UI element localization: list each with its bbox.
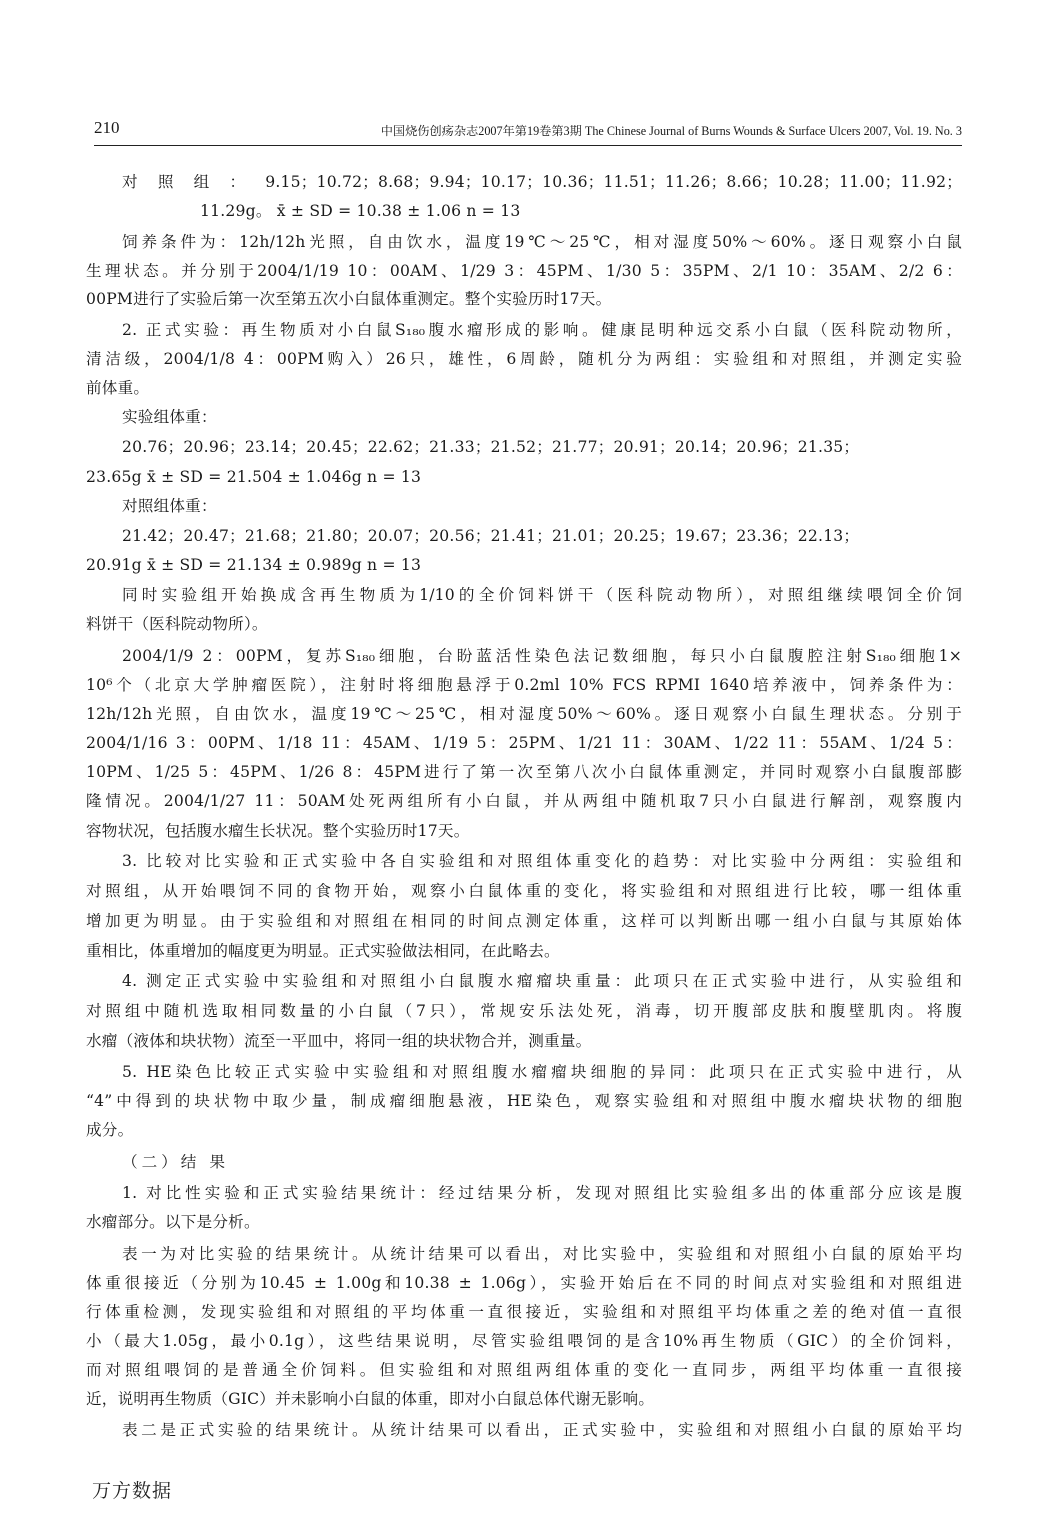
text-line: “4”中得到的块状物中取少量，制成瘤细胞悬液，HE染色，观察实验组和对照组中腹水瘤块状物的细胞	[86, 1092, 962, 1110]
text-line: 对照组，从开始喂饲不同的食物开始，观察小白鼠体重的变化，将实验组和对照组进行比较，哪一组体重	[86, 882, 962, 900]
text-line: 对照组体重：	[122, 497, 217, 515]
text-line: 3. 比较对比实验和正式实验中各自实验组和对照组体重变化的趋势：对比实验中分两组：实验组和	[122, 852, 962, 870]
text-line: 2. 正式实验：再生物质对小白鼠S₁₈₀腹水瘤形成的影响。健康昆明种远交系小白鼠（医科院动物所，	[122, 321, 962, 339]
text-line: 容物状况，包括腹水瘤生长状况。整个实验历时17天。	[86, 822, 470, 840]
text-line: 表一为对比实验的结果统计。从统计结果可以看出，对比实验中，实验组和对照组小白鼠的原始平均	[122, 1245, 962, 1263]
text-line: 10⁶个（北京大学肿瘤医院），注射时将细胞悬浮于0.2ml 10% FCS RPMI 1640培养液中，饲养条件为：	[86, 676, 962, 694]
text-line: 小（最大1.05g，最小0.1g），这些结果说明，尽管实验组喂饲的是含10%再生物质（GIC）的全价饲料，	[86, 1332, 962, 1350]
text-line: 同时实验组开始换成含再生物质为1/10的全价饲料饼干（医科院动物所），对照组继续喂饲全价饲	[122, 586, 962, 604]
text-line: 行体重检测，发现实验组和对照组的平均体重一直很接近，实验组和对照组平均体重之差的绝对值一直很	[86, 1303, 962, 1321]
text-line: 00PM进行了实验后第一次至第五次小白鼠体重测定。整个实验历时17天。	[86, 290, 612, 308]
text-line: 对照组：9.15；10.72；8.68；9.94；10.17；10.36；11.51；11.26；8.66；10.28；11.00；11.92；	[122, 173, 962, 191]
text-line: 水瘤（液体和块状物）流至一平皿中，将同一组的块状物合并，测重量。	[86, 1032, 592, 1050]
text-line: 而对照组喂饲的是普通全价饲料。但实验组和对照组两组体重的变化一直同步，两组平均体重一直很接	[86, 1361, 962, 1379]
text-line: 料饼干（医科院动物所）。	[86, 615, 268, 633]
text-line: 20.91g x̄ ± SD = 21.134 ± 0.989g n = 13	[86, 556, 422, 574]
text-line: 成分。	[86, 1121, 134, 1139]
text-line: 重相比，体重增加的幅度更为明显。正式实验做法相同，在此略去。	[86, 942, 560, 960]
wanfang-logo: 万方数据	[92, 1480, 173, 1502]
text-line: 12h/12h光照，自由饮水，温度19℃～25℃，相对湿度50%～60%。逐日观察小白鼠生理状态。分别于	[86, 705, 962, 723]
text-line: 生理状态。并分别于2004/1/19 10：00AM、1/29 3：45PM、1/30 5：35PM、2/1 10：35AM、2/2 6：	[86, 262, 962, 280]
text-line: 对照组中随机选取相同数量的小白鼠（7只），常规安乐法处死，消毒，切开腹部皮肤和腹壁肌肉。将腹	[86, 1002, 962, 1020]
text-line: 近，说明再生物质（GIC）并未影响小白鼠的体重，即对小白鼠总体代谢无影响。	[86, 1390, 655, 1408]
text-line: 实验组体重：	[122, 408, 217, 426]
running-header	[94, 118, 962, 144]
text-line: 水瘤部分。以下是分析。	[86, 1213, 260, 1231]
page-number: 210	[94, 118, 120, 137]
text-line: 表二是正式实验的结果统计。从统计结果可以看出，正式实验中，实验组和对照组小白鼠的原始平均	[122, 1421, 962, 1439]
section-heading: （二）结 果	[122, 1153, 229, 1171]
text-line: 11.29g。 x̄ ± SD = 10.38 ± 1.06 n = 13	[200, 202, 521, 220]
text-line: 饲养条件为：12h/12h光照，自由饮水，温度19℃～25℃，相对湿度50%～60%。逐日观察小白鼠	[122, 233, 962, 251]
text-line: 体重很接近（分别为10.45 ± 1.00g和10.38 ± 1.06g），实验开始后在不同的时间点对实验组和对照组进	[86, 1274, 962, 1292]
text-line: 21.42；20.47；21.68；21.80；20.07；20.56；21.41；21.01；20.25；19.67；23.36；22.13；	[122, 527, 860, 545]
text-line: 5. HE染色比较正式实验中实验组和对照组腹水瘤瘤块细胞的异同：此项只在正式实验中进行，从	[122, 1063, 962, 1081]
text-line: 2004/1/16 3：00PM、1/18 11：45AM、1/19 5：25PM、1/21 11：30AM、1/22 11：55AM、1/24 5：	[86, 734, 962, 752]
journal-citation: 中国烧伤创疡杂志2007年第19卷第3期 The Chinese Journal of Burns Wounds & Surface Ulcers 2007, Vol. 19. No. 3	[380, 124, 962, 138]
text-line: 4. 测定正式实验中实验组和对照组小白鼠腹水瘤瘤块重量：此项只在正式实验中进行，从实验组和	[122, 972, 962, 990]
text-line: 清洁级，2004/1/8 4：00PM购入）26只，雄性，6周龄，随机分为两组：实验组和对照组，并测定实验	[86, 350, 962, 368]
header-rule	[94, 145, 962, 146]
text-line: 1. 对比性实验和正式实验结果统计：经过结果分析，发现对照组比实验组多出的体重部分应该是腹	[122, 1184, 962, 1202]
text-line: 增加更为明显。由于实验组和对照组在相同的时间点测定体重，这样可以判断出哪一组小白鼠与其原始体	[86, 912, 962, 930]
text-line: 隆情况。2004/1/27 11：50AM处死两组所有小白鼠，并从两组中随机取7只小白鼠进行解剖，观察腹内	[86, 792, 962, 810]
text-line: 2004/1/9 2：00PM，复苏S₁₈₀细胞，台盼蓝活性染色法记数细胞，每只小白鼠腹腔注射S₁₈₀细胞1×	[122, 647, 962, 665]
text-line: 23.65g x̄ ± SD = 21.504 ± 1.046g n = 13	[86, 468, 422, 486]
text-line: 20.76；20.96；23.14；20.45；22.62；21.33；21.52；21.77；20.91；20.14；20.96；21.35；	[122, 438, 860, 456]
text-line: 10PM、1/25 5：45PM、1/26 8：45PM进行了第一次至第八次小白鼠体重测定，并同时观察小白鼠腹部膨	[86, 763, 962, 781]
text-line: 前体重。	[86, 379, 150, 397]
